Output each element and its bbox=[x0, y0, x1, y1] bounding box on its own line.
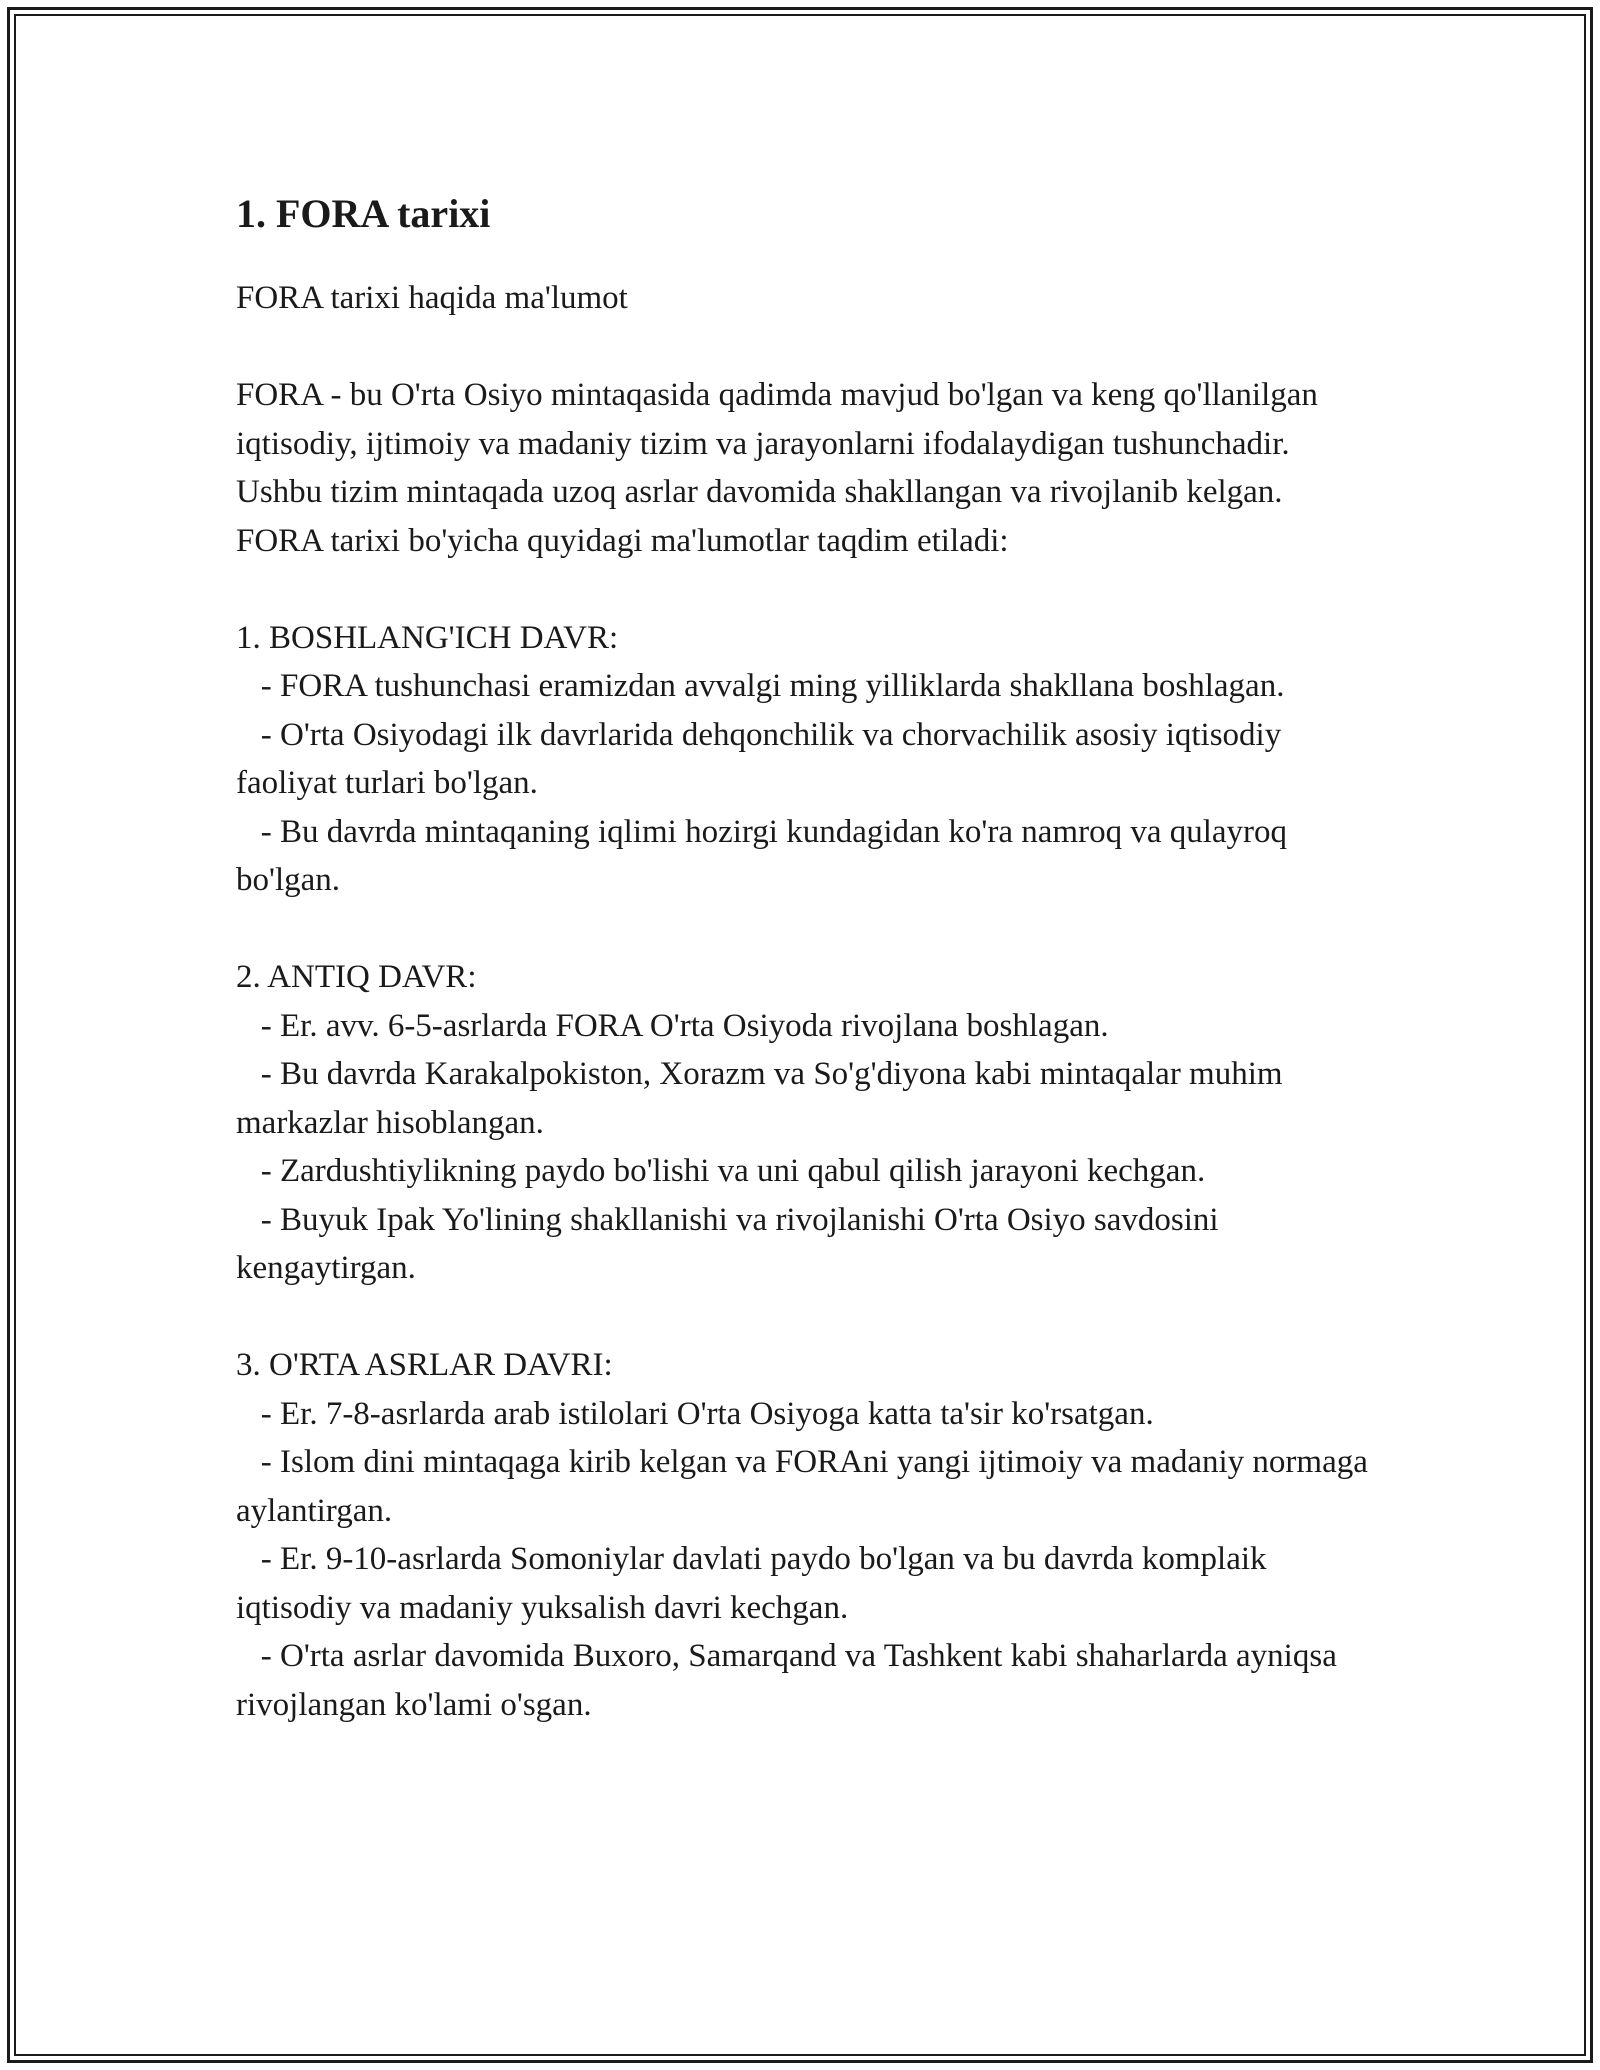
section-boshlangich-davr bbox=[236, 614, 1376, 905]
list-item: - Islom dini mintaqaga kirib kelgan va FORAni yangi ijtimoiy va madaniy normaga aylantirgan. bbox=[236, 1444, 1377, 1529]
list-item: - Er. 7-8-asrlarda arab istilolari O'rta Osiyoga katta ta'sir ko'rsatgan. bbox=[236, 1395, 1154, 1432]
list-item: - FORA tushunchasi eramizdan avvalgi ming yilliklarda shakllana boshlagan. bbox=[236, 668, 1285, 704]
section-antiq-davr bbox=[236, 953, 1376, 1293]
list-item: - O'rta asrlar davomida Buxoro, Samarqand va Tashkent kabi shaharlarda ayniqsa rivojlangan ko'lami o'sgan. bbox=[236, 1638, 1346, 1723]
list-item: - O'rta Osiyodagi ilk davrlarida dehqonchilik va chorvachilik asosiy iqtisodiy faoliyat turlari bo'lgan. bbox=[236, 716, 1290, 801]
document-subtitle: FORA tarixi haqida ma'lumot bbox=[236, 280, 628, 316]
list-item: - Bu davrda mintaqaning iqlimi hozirgi kundagidan ko'ra namroq va qulayroq bo'lgan. bbox=[236, 813, 1296, 898]
section-heading: 3. O'RTA ASRLAR DAVRI: bbox=[236, 1347, 613, 1383]
section-heading: 2. ANTIQ DAVR: bbox=[236, 959, 477, 995]
document-title: 1. FORA tarixi bbox=[236, 191, 491, 236]
document-body bbox=[236, 188, 1376, 1778]
list-item: - Zardushtiylikning paydo bo'lishi va uni qabul qilish jarayoni kechgan. bbox=[236, 1153, 1206, 1189]
intro-paragraph: FORA - bu O'rta Osiyo mintaqasida qadimda mavjud bo'lgan va keng qo'llanilgan iqtisodiy, ijtimoiy va madaniy tizim va jarayonlarni ifodalaydigan tushunchadir. Ushbu tizim mintaqada uzoq asrlar davomida shakllangan va rivojlanib kelgan. FORA tarixi bo'yicha quyidagi ma'lumotlar taqdim etiladi: bbox=[236, 377, 1318, 559]
list-item: - Bu davrda Karakalpokiston, Xorazm va So'g'diyona kabi mintaqalar muhim markazlar hisoblangan. bbox=[236, 1056, 1291, 1141]
list-item: - Buyuk Ipak Yo'lining shakllanishi va rivojlanishi O'rta Osiyo savdosini kengaytirgan. bbox=[236, 1201, 1227, 1286]
section-orta-asrlar-davri bbox=[236, 1341, 1376, 1729]
section-heading: 1. BOSHLANG'ICH DAVR: bbox=[236, 619, 619, 656]
list-item: - Er. 9-10-asrlarda Somoniylar davlati paydo bo'lgan va bu davrda komplaik iqtisodiy va madaniy yuksalish davri kechgan. bbox=[236, 1541, 1275, 1626]
list-item: - Er. avv. 6-5-asrlarda FORA O'rta Osiyoda rivojlana boshlagan. bbox=[236, 1007, 1109, 1044]
